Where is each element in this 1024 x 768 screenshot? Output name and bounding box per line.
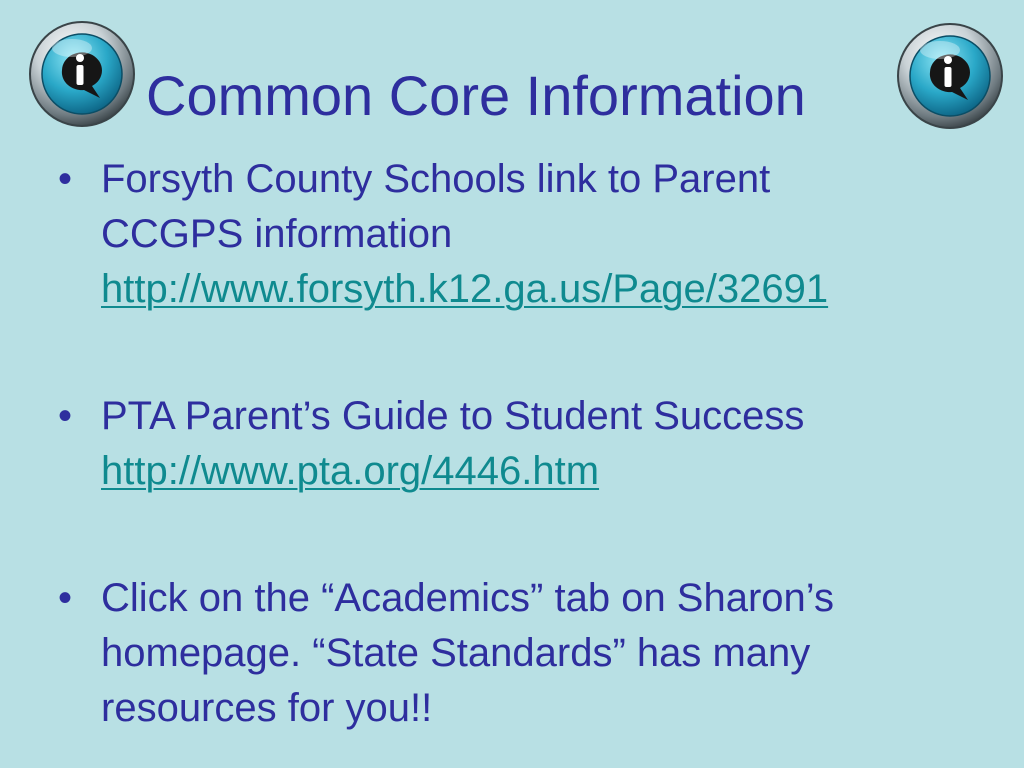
bullet-text-line: CCGPS information [101, 212, 453, 256]
bullet-item [58, 152, 978, 317]
info-speech-bubble-icon [894, 20, 1006, 132]
bullet-text-line: Forsyth County Schools link to Parent [101, 157, 771, 201]
bullet-text-line: PTA Parent’s Guide to Student Success [101, 394, 805, 438]
forsyth-parent-info-link[interactable]: http://www.forsyth.k12.ga.us/Page/32691 [101, 267, 829, 311]
bullet-text-line: homepage. “State Standards” has many [101, 631, 811, 675]
bullet-item [58, 571, 978, 736]
bullet-item [58, 389, 978, 499]
bullet-glyph: • [58, 576, 73, 620]
pta-guide-link[interactable]: http://www.pta.org/4446.htm [101, 449, 600, 493]
bullet-list [58, 152, 978, 736]
bullet-glyph: • [58, 157, 73, 201]
bullet-text-line: Click on the “Academics” tab on Sharon’s [101, 576, 834, 620]
bullet-text-line: resources for you!! [101, 686, 433, 730]
info-speech-bubble-icon [26, 18, 138, 130]
slide-title: Common Core Information [146, 64, 806, 127]
bullet-glyph: • [58, 394, 73, 438]
